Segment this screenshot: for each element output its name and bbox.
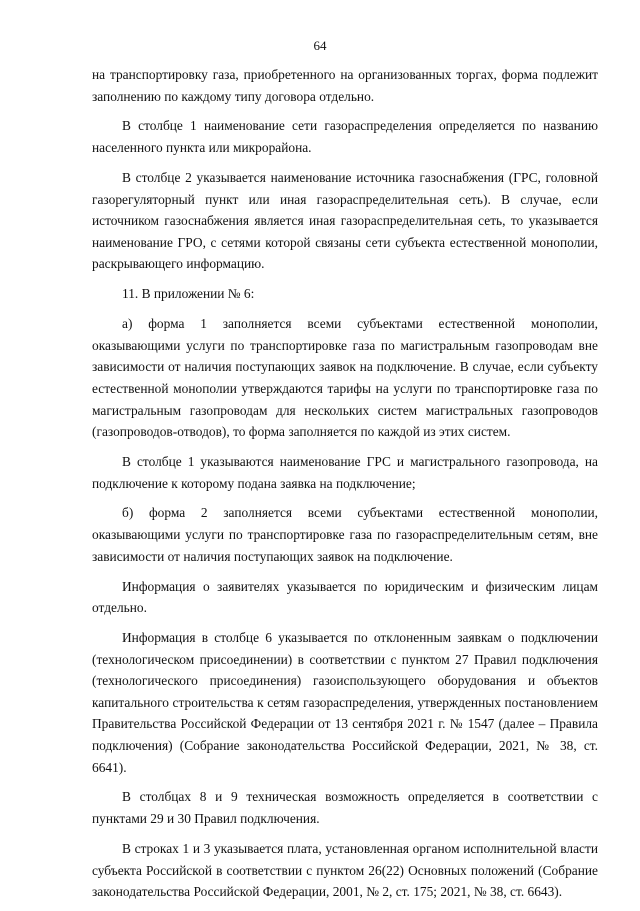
- paragraph: Информация о заявителях указывается по юридическим и физическим лицам отдельно.: [92, 578, 598, 616]
- paragraph: В столбце 2 указывается наименование источника газоснабжения (ГРС, головной газорегуляторный пункт или иная газораспределительная сеть). В случае, если источником газоснабжения является иная газораспределительная сеть, то указывается наименование ГРО, с сетями которой связаны сети субъекта естественной монополии, раскрывающего информацию.: [92, 169, 598, 272]
- paragraph: 11. В приложении № 6:: [122, 286, 255, 302]
- paragraph: Информация в столбце 6 указывается по отклоненным заявкам о подключении (технологическом присоединении) в соответствии с пунктом 27 Правил подключения (технологического присоединения) газоиспользующего оборудования и объектов капитального строительства к сетям газораспределения, утвержденных постановлением Правительства Российской Федерации от 13 сентября 2021 г. № 1547 (далее – Правила подключения) (Собрание законодательства Российской Федерации, 2021, № 38, ст. 6641).: [92, 630, 598, 775]
- paragraph: В столбце 1 указываются наименование ГРС и магистрального газопровода, на подключение к которому подана заявка на подключение;: [92, 453, 598, 491]
- page-number: 64: [313, 38, 327, 53]
- paragraph: В столбцах 8 и 9 техническая возможность определяется в соответствии с пунктами 29 и 30 Правил подключения.: [92, 789, 598, 827]
- paragraph: а) форма 1 заполняется всеми субъектами естественной монополии, оказывающими услуги по транспортировке газа по магистральным газопроводам вне зависимости от наличия поступающих заявок на подключение. В случае, если субъекту естественной монополии утверждаются тарифы на услуги по транспортировке газа по магистральным газопроводам для нескольких систем магистральных газопроводов (газопроводов-отводов), то форма заполняется по каждой из этих систем.: [92, 316, 598, 440]
- paragraph: б) форма 2 заполняется всеми субъектами естественной монополии, оказывающими услуги по транспортировке газа по газораспределительным сетям, вне зависимости от наличия поступающих заявок на подключение.: [92, 505, 598, 564]
- paragraph: В строках 1 и 3 указывается плата, установленная органом исполнительной власти субъекта Российской в соответствии с пунктом 26(22) Основных положений (Собрание законодательства Российской Федерации, 2001, № 2, ст. 175; 2021, № 38, ст. 6643).: [92, 840, 598, 900]
- paragraph: В столбце 1 наименование сети газораспределения определяется по названию населенного пункта или микрорайона.: [92, 118, 598, 156]
- document-body: [92, 64, 598, 911]
- paragraph: на транспортировку газа, приобретенного на организованных торгах, форма подлежит заполнению по каждому типу договора отдельно.: [92, 67, 598, 104]
